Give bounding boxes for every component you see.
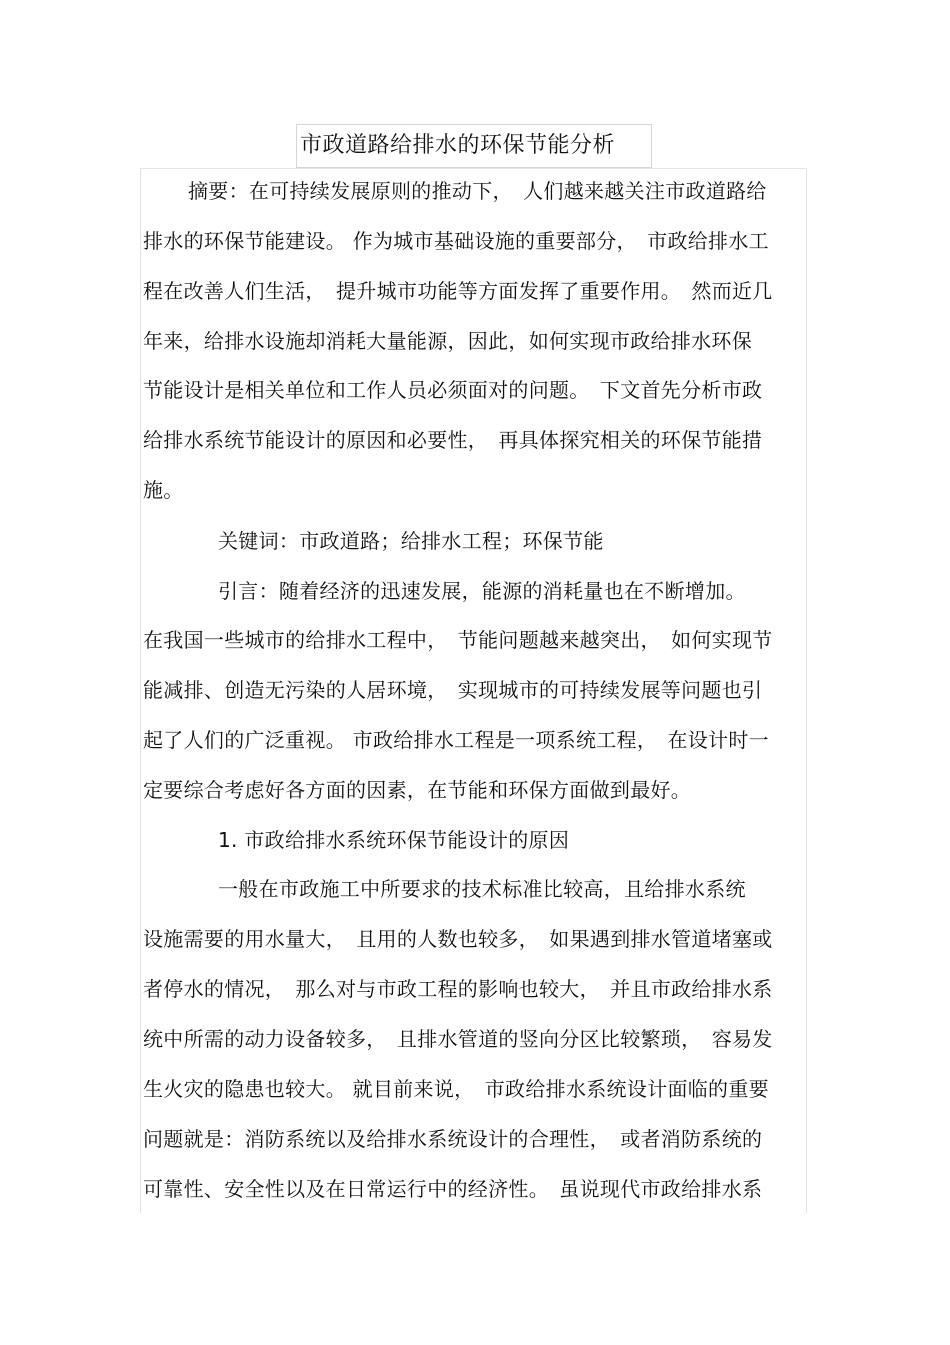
abstract-line-2: 排水的环保节能建设。 作为城市基础设施的重要部分， 市政给排水工: [143, 229, 769, 253]
text-frame-right: [806, 168, 807, 1213]
intro-line-5: 定要综合考虑好各方面的因素，在节能和环保方面做到最好。: [143, 778, 692, 802]
section-heading-1: 1. 市政给排水系统环保节能设计的原因: [218, 828, 570, 852]
text-frame-top: [140, 168, 807, 169]
intro-line-3: 能减排、创造无污染的人居环境， 实现城市的可持续发展等问题也引: [143, 678, 763, 702]
intro-line-2: 在我国一些城市的给排水工程中， 节能问题越来越突出， 如何实现节: [143, 628, 773, 652]
keywords-line: 关键词：市政道路；给排水工程；环保节能: [218, 529, 604, 553]
text-frame-left: [140, 168, 141, 1213]
body-line-5: 生火灾的隐患也较大。 就目前来说， 市政给排水系统设计面临的重要: [143, 1077, 769, 1101]
intro-line-1: 引言：随着经济的迅速发展，能源的消耗量也在不断增加。: [218, 579, 746, 603]
body-line-2: 设施需要的用水量大， 且用的人数也较多， 如果遇到排水管道堵塞或: [143, 927, 773, 951]
body-line-3: 者停水的情况， 那么对与市政工程的影响也较大， 并且市政给排水系: [143, 977, 773, 1001]
abstract-line-1: 摘要：在可持续发展原则的推动下， 人们越来越关注市政道路给: [188, 179, 767, 203]
abstract-line-3: 程在改善人们生活， 提升城市功能等方面发挥了重要作用。 然而近几: [143, 279, 773, 303]
abstract-line-4: 年来，给排水设施却消耗大量能源，因此，如何实现市政给排水环保: [143, 329, 752, 353]
intro-line-4: 起了人们的广泛重视。 市政给排水工程是一项系统工程， 在设计时一: [143, 728, 769, 752]
body-line-6: 问题就是：消防系统以及给排水系统设计的合理性， 或者消防系统的: [143, 1127, 763, 1151]
document-title: 市政道路给排水的环保节能分析: [300, 133, 616, 158]
body-line-4: 统中所需的动力设备较多， 且排水管道的竖向分区比较繁琐， 容易发: [143, 1027, 773, 1051]
abstract-line-7: 施。: [143, 478, 184, 502]
abstract-line-5: 节能设计是相关单位和工作人员必须面对的问题。 下文首先分析市政: [143, 378, 763, 402]
abstract-line-6: 给排水系统节能设计的原因和必要性， 再具体探究相关的环保节能措: [143, 428, 763, 452]
body-line-7: 可靠性、安全性以及在日常运行中的经济性。 虽说现代市政给排水系: [143, 1177, 763, 1201]
body-line-1: 一般在市政施工中所要求的技术标准比较高，且给排水系统: [218, 877, 746, 901]
